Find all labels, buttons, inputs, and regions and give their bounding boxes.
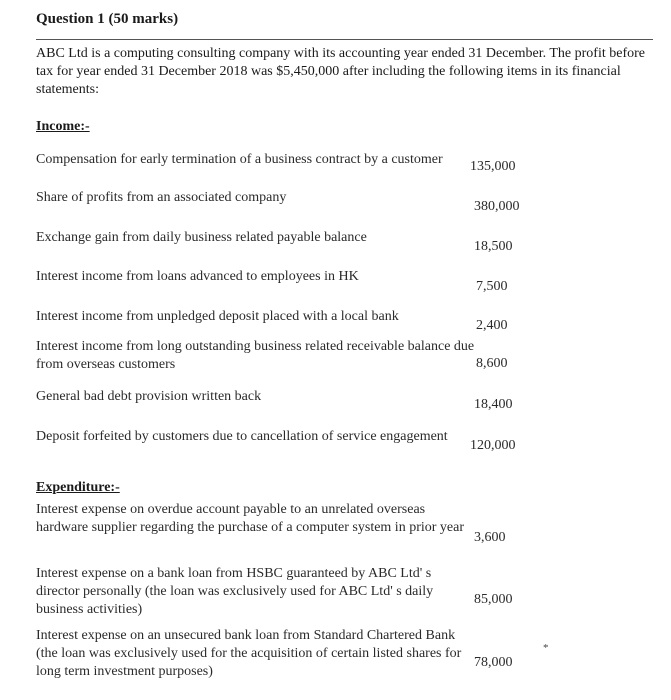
expenditure-item-amount: 85,000	[474, 592, 513, 607]
expenditure-item-amount: 78,000	[474, 655, 513, 670]
income-item-amount: 135,000	[470, 159, 516, 174]
income-item-amount: 380,000	[474, 199, 520, 214]
expenditure-item-label: Interest expense on a bank loan from HSBC guaranteed by ABC Ltd' s director personally (the loan was exclusively used for ABC Ltd' s daily business activities)	[36, 566, 434, 617]
income-item-amount: 18,500	[474, 239, 513, 254]
expenditure-item-label: Interest expense on an unsecured bank loan from Standard Chartered Bank (the loan was exclusively used for the acquisition of certain listed shares for long term investment purposes)	[36, 628, 462, 679]
income-item-label: Interest income from long outstanding business related receivable balance due from overseas customers	[36, 339, 475, 372]
income-item-label: Interest income from loans advanced to employees in HK	[36, 269, 359, 284]
expenditure-item-amount: 3,600	[474, 530, 506, 545]
income-item-amount: 120,000	[470, 438, 516, 453]
income-item-label: Deposit forfeited by customers due to cancellation of service engagement	[36, 429, 448, 444]
expenditure-heading: Expenditure:-	[36, 480, 120, 495]
income-item-label: Exchange gain from daily business related payable balance	[36, 230, 367, 245]
divider	[36, 39, 653, 40]
income-item-label: General bad debt provision written back	[36, 389, 262, 404]
income-item-label: Interest income from unpledged deposit placed with a local bank	[36, 309, 399, 324]
income-item-label: Compensation for early termination of a business contract by a customer	[36, 152, 443, 167]
question-intro: ABC Ltd is a computing consulting company with its accounting year ended 31 December. The profit before tax for year ended 31 December 2018 was $5,450,000 after including the following items in its financial statements:	[36, 46, 645, 97]
income-item-amount: 7,500	[476, 279, 508, 294]
asterisk-mark: *	[543, 642, 549, 654]
income-item-amount: 2,400	[476, 318, 508, 333]
income-item-amount: 8,600	[476, 356, 508, 371]
expenditure-item-label: Interest expense on overdue account payable to an unrelated overseas hardware supplier regarding the purchase of a computer system in prior year	[36, 502, 465, 535]
income-heading: Income:-	[36, 119, 90, 134]
question-title: Question 1 (50 marks)	[36, 11, 179, 27]
income-item-amount: 18,400	[474, 397, 513, 412]
income-item-label: Share of profits from an associated company	[36, 190, 287, 205]
